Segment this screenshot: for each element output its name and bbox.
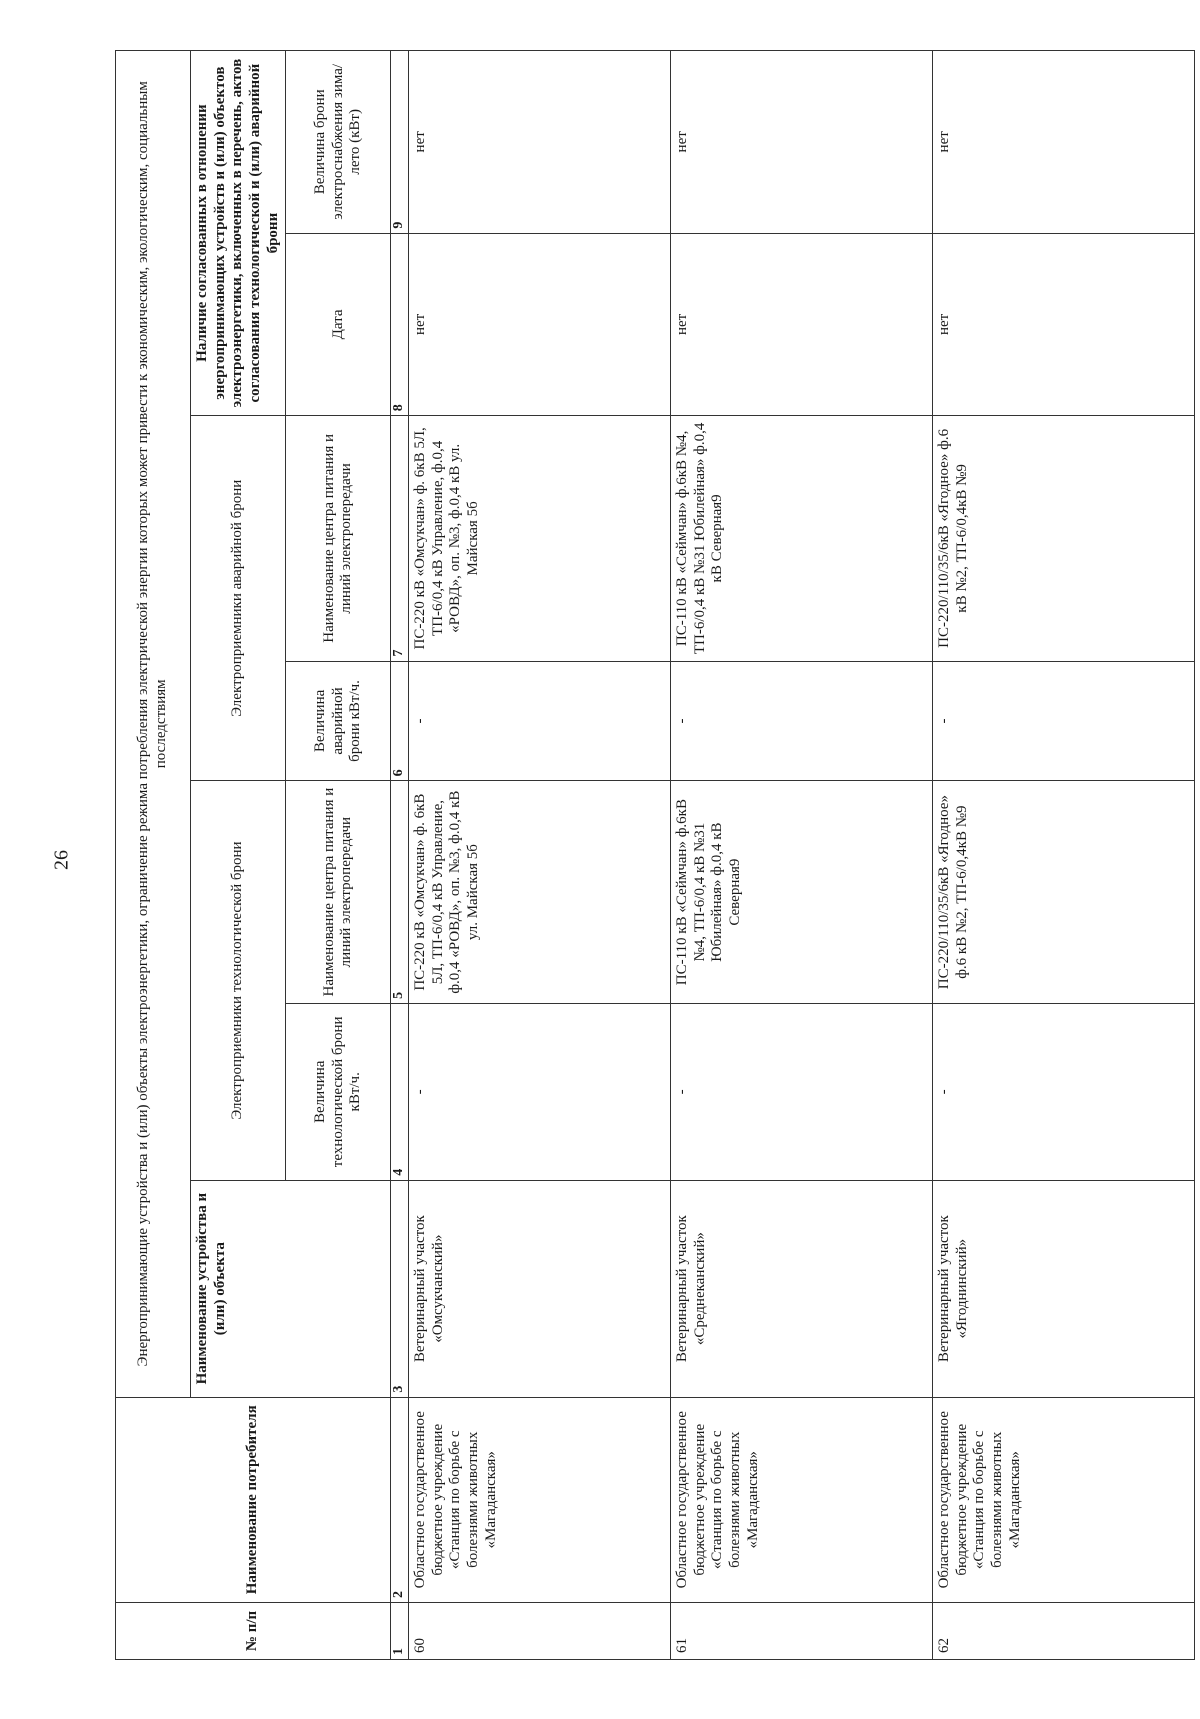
row-tech-value: - bbox=[408, 1003, 670, 1180]
row-reserve: нет bbox=[408, 51, 670, 234]
row-emergency-source: ПС-110 кВ «Сеймчан» ф.6кВ №4, ТП-6/0,4 кВ №31 Юбилейная» ф.0,4 кВ Северная9 bbox=[670, 416, 932, 661]
header-acts-date: Дата bbox=[286, 233, 391, 416]
table-row bbox=[932, 51, 1194, 1660]
header-tech-group: Электроприемники технологической брони bbox=[191, 781, 286, 1180]
rotated-sheet bbox=[115, 50, 1195, 1660]
header-acts-group: Наличие согласованных в отношении энергопринимающих устройств и (или) объектов электроэнергетики, включенных в перечень, актов согласования технологической и (или) аварийной брони bbox=[191, 51, 286, 416]
row-tech-source: ПС-220 кВ «Омсукчан» ф. 6кВ 5Л, ТП-6/0,4 кВ Управление, ф.0,4 «РОВД», оп. №3, ф.0,4 кВ ул. Майская 5б bbox=[408, 781, 670, 1004]
row-object: Ветеринарный участок «Омсукчанский» bbox=[408, 1180, 670, 1397]
header-emergency-value: Величина аварийной брони кВт/ч. bbox=[286, 661, 391, 781]
col-number: 6 bbox=[391, 661, 409, 781]
header-consumer: Наименование потребителя bbox=[116, 1397, 391, 1602]
row-reserve: нет bbox=[670, 51, 932, 234]
header-emergency-group: Электроприемники аварийной брони bbox=[191, 416, 286, 781]
row-tech-source: ПС-110 кВ «Сеймчан» ф.6кВ №4, ТП-6/0,4 кВ №31 Юбилейная» ф.0,4 кВ Северная9 bbox=[670, 781, 932, 1004]
row-emergency-source: ПС-220/110/35/6кВ «Ягодное» ф.6 кВ №2, ТП-6/0,4кВ №9 bbox=[932, 416, 1194, 661]
col-number: 1 bbox=[391, 1602, 409, 1659]
header-group-title: Энергопринимающие устройства и (или) объекты электроэнергетики, ограничение режима потребления электрической энергии которых может привести к экономическим, экологическим, социальным последствиям bbox=[116, 51, 191, 1398]
header-emergency-source: Наименование центра питания и линий электропередачи bbox=[286, 416, 391, 661]
reserve-table bbox=[115, 50, 1195, 1660]
row-tech-value: - bbox=[670, 1003, 932, 1180]
row-emergency-source: ПС-220 кВ «Омсукчан» ф. 6кВ 5Л, ТП-6/0,4 кВ Управление, ф.0,4 «РОВД», оп. №3, ф.0,4 кВ ул. Майская 5б bbox=[408, 416, 670, 661]
col-number: 2 bbox=[391, 1397, 409, 1602]
row-no: 61 bbox=[670, 1602, 932, 1659]
table-row bbox=[670, 51, 932, 1660]
col-number: 3 bbox=[391, 1180, 409, 1397]
row-no: 62 bbox=[932, 1602, 1194, 1659]
row-date: нет bbox=[932, 233, 1194, 416]
row-consumer: Областное государственное бюджетное учреждение «Станция по борьбе с болезнями животных «Магаданская» bbox=[408, 1397, 670, 1602]
row-no: 60 bbox=[408, 1602, 670, 1659]
row-date: нет bbox=[408, 233, 670, 416]
row-emergency-value: - bbox=[932, 661, 1194, 781]
row-reserve: нет bbox=[932, 51, 1194, 234]
row-tech-value: - bbox=[932, 1003, 1194, 1180]
row-emergency-value: - bbox=[670, 661, 932, 781]
row-consumer: Областное государственное бюджетное учреждение «Станция по борьбе с болезнями животных «Магаданская» bbox=[670, 1397, 932, 1602]
col-number: 7 bbox=[391, 416, 409, 661]
row-date: нет bbox=[670, 233, 932, 416]
header-object: Наименование устройства и (или) объекта bbox=[191, 1180, 391, 1397]
col-number: 4 bbox=[391, 1003, 409, 1180]
col-number: 9 bbox=[391, 51, 409, 234]
page-number: 26 bbox=[50, 850, 73, 870]
header-acts-value: Величина брони электроснабжения зима/лето (кВт) bbox=[286, 51, 391, 234]
header-tech-value: Величина технологической брони кВт/ч. bbox=[286, 1003, 391, 1180]
header-tech-source: Наименование центра питания и линий электропередачи bbox=[286, 781, 391, 1004]
table-row bbox=[408, 51, 670, 1660]
col-number: 5 bbox=[391, 781, 409, 1004]
row-tech-source: ПС-220/110/35/6кВ «Ягодное» ф.6 кВ №2, ТП-6/0,4кВ №9 bbox=[932, 781, 1194, 1004]
row-emergency-value: - bbox=[408, 661, 670, 781]
header-no: № п/п bbox=[116, 1602, 391, 1659]
row-object: Ветеринарный участок «Ягоднинский» bbox=[932, 1180, 1194, 1397]
row-consumer: Областное государственное бюджетное учреждение «Станция по борьбе с болезнями животных «Магаданская» bbox=[932, 1397, 1194, 1602]
row-object: Ветеринарный участок «Среднеканский» bbox=[670, 1180, 932, 1397]
col-number: 8 bbox=[391, 233, 409, 416]
